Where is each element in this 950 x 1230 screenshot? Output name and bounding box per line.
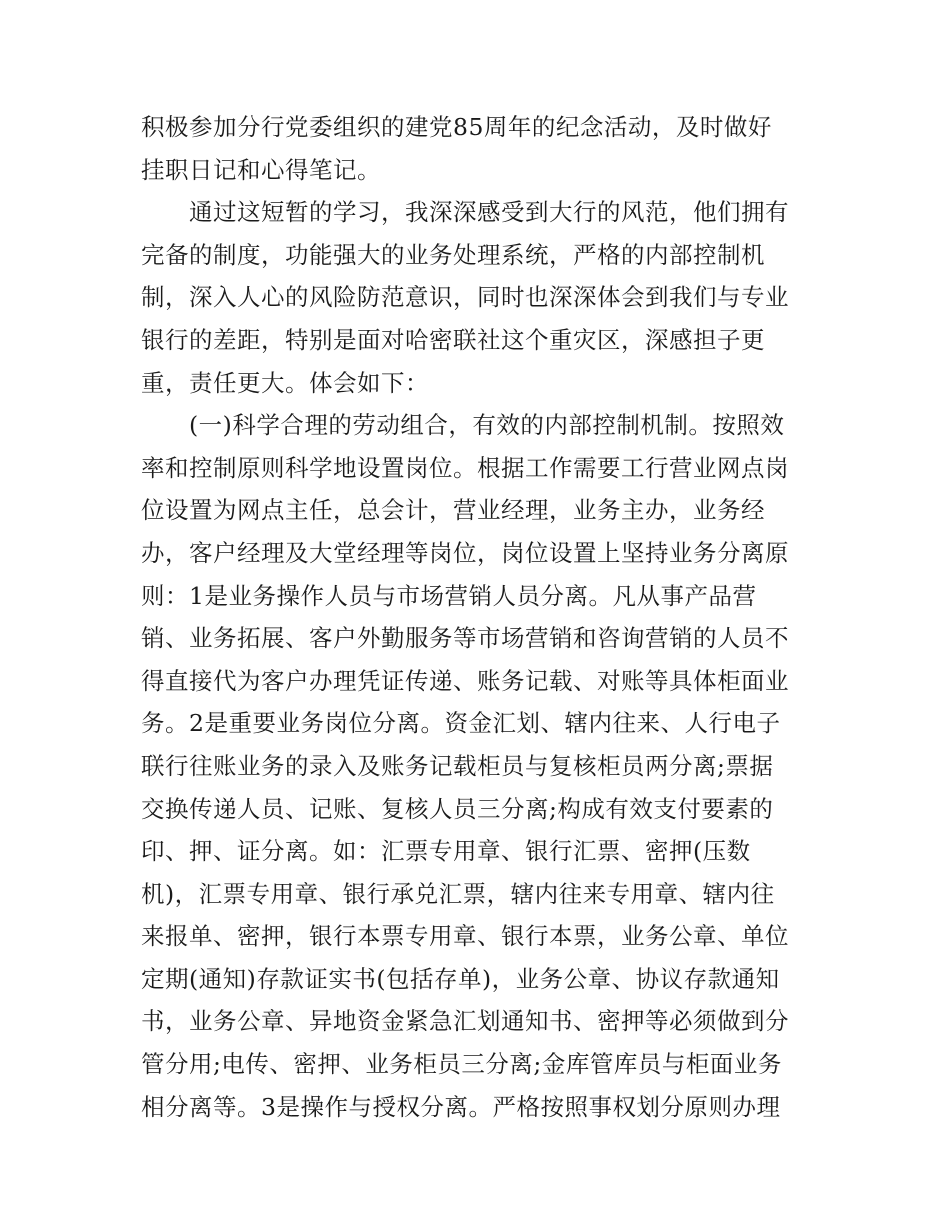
text-line: 位设置为网点主任，总会计，营业经理，业务主办，业务经 [141,496,765,525]
text-line: (一)科学合理的劳动组合，有效的内部控制机制。按照效 [141,411,785,440]
body-text [141,106,821,1128]
text-line: 完备的制度，功能强大的业务处理系统，严格的内部控制机 [141,240,765,269]
text-line: 联行往账业务的录入及账务记载柜员与复核柜员两分离;票据 [141,751,774,780]
text-line: 来报单、密押，银行本票专用章、银行本票，业务公章、单位 [141,922,789,951]
text-line: 积极参加分行党委组织的建党85周年的纪念活动，及时做好 [141,113,772,141]
text-line: 定期(通知)存款证实书(包括存单)，业务公章、协议存款通知 [141,964,780,993]
text-line: 得直接代为客户办理凭证传递、账务记载、对账等具体柜面业 [141,666,789,695]
text-line: 机)，汇票专用章、银行承兑汇票，辖内往来专用章、辖内往 [141,879,775,908]
text-line: 办，客户经理及大堂经理等岗位，岗位设置上坚持业务分离原 [141,538,789,567]
text-line: 挂职日记和心得笔记。 [141,155,381,184]
text-line: 印、押、证分离。如：汇票专用章、银行汇票、密押(压数 [141,837,751,866]
text-line: 银行的差距，特别是面对哈密联社这个重灾区，深感担子更 [141,325,765,354]
text-line: 交换传递人员、记账、复核人员三分离;构成有效支付要素的 [141,794,774,823]
text-line: 通过这短暂的学习，我深深感受到大行的风范，他们拥有 [141,198,789,227]
text-line: 务。2是重要业务岗位分离。资金汇划、辖内往来、人行电子 [141,709,781,738]
text-line: 制，深入人心的风险防范意识，同时也深深体会到我们与专业 [141,283,789,312]
text-line: 书，业务公章、异地资金紧急汇划通知书、密押等必须做到分 [141,1007,789,1036]
text-line: 管分用;电传、密押、业务柜员三分离;金库管库员与柜面业务 [141,1050,782,1079]
text-line: 重，责任更大。体会如下： [141,368,429,397]
text-line: 率和控制原则科学地设置岗位。根据工作需要工行营业网点岗 [141,453,789,482]
text-line: 则：1是业务操作人员与市场营销人员分离。凡从事产品营 [141,581,757,610]
text-line: 销、业务拓展、客户外勤服务等市场营销和咨询营销的人员不 [141,624,789,653]
text-line: 相分离等。3是操作与授权分离。严格按照事权划分原则办理 [141,1092,781,1121]
